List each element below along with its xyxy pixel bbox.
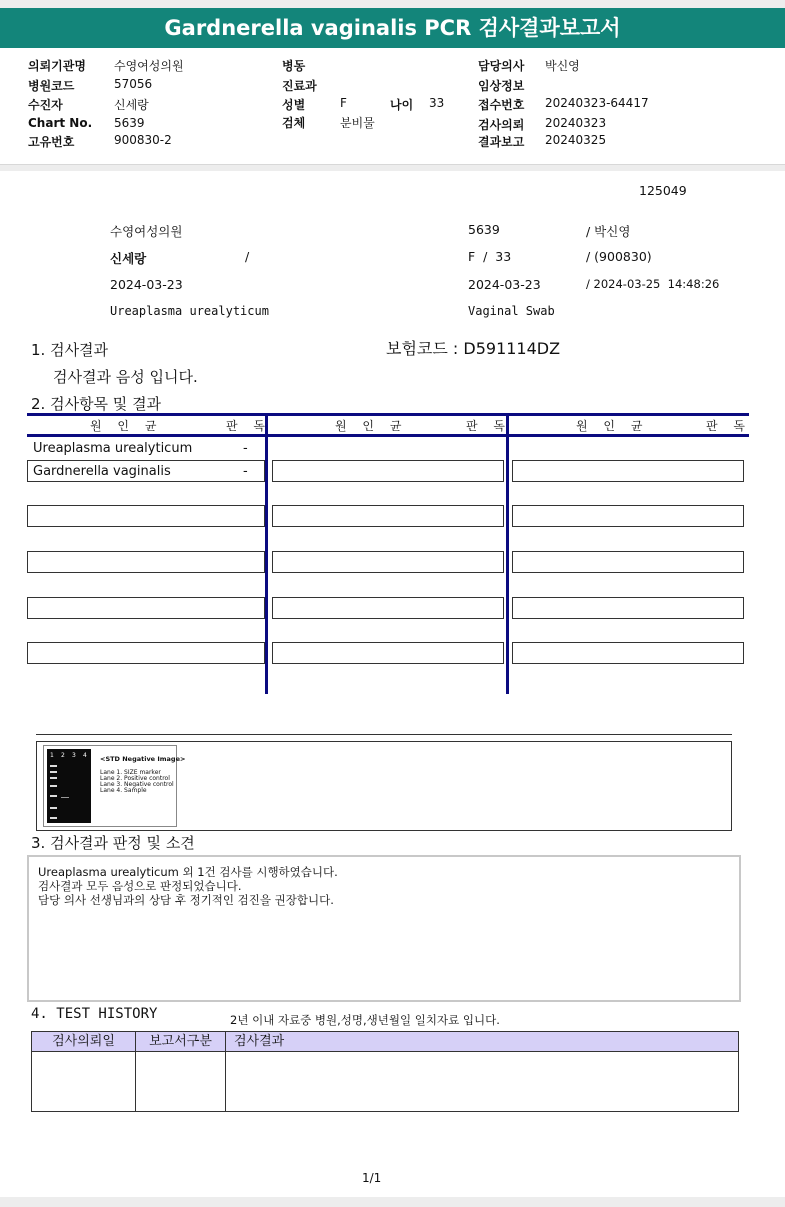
lane-label-4: 4 bbox=[83, 752, 87, 759]
section3-title: 3. 검사결과 판정 및 소견 bbox=[31, 834, 195, 852]
marker-band bbox=[50, 777, 57, 779]
result-cell-c1-r4 bbox=[27, 551, 265, 573]
result-cell-c3-r6 bbox=[512, 642, 744, 664]
report-label: 결과보고 bbox=[478, 135, 525, 149]
marker-band bbox=[50, 765, 57, 767]
page-number: 1/1 bbox=[362, 1171, 382, 1185]
chart-no-label: Chart No. bbox=[28, 116, 93, 130]
section4-title: 4. TEST HISTORY bbox=[31, 1006, 158, 1022]
chart-no-value: 5639 bbox=[114, 116, 145, 130]
info-doctor: / 박신영 bbox=[586, 224, 631, 239]
result-cell-c3-r4 bbox=[512, 551, 744, 573]
hospital-name-value: 수영여성의원 bbox=[114, 59, 184, 73]
hospital-code-value: 57056 bbox=[114, 77, 153, 91]
marker-band bbox=[50, 785, 57, 787]
gel-title: <STD Negative Image> bbox=[100, 755, 186, 763]
doctor-value: 박신영 bbox=[545, 59, 580, 73]
specimen-label: 검체 bbox=[282, 116, 306, 130]
control-band bbox=[61, 797, 69, 798]
results-col-divider-2 bbox=[506, 416, 509, 694]
info-receipt-date: 2024-03-23 bbox=[468, 277, 541, 292]
info-report-datetime: / 2024-03-25 14:48:26 bbox=[586, 277, 720, 291]
history-table bbox=[31, 1031, 739, 1112]
history-note: 2년 이내 자료중 병원,성명,생년월일 일치자료 입니다. bbox=[230, 1013, 500, 1027]
marker-band bbox=[50, 817, 57, 819]
lane-label-3: 3 bbox=[72, 752, 76, 759]
result-cell-c2-r6 bbox=[272, 642, 504, 664]
report-value: 20240325 bbox=[545, 133, 607, 147]
top-strip bbox=[0, 0, 785, 8]
section1-result-text: 검사결과 음성 입니다. bbox=[53, 368, 198, 386]
marker-band bbox=[50, 771, 57, 773]
result-row-1-name: Ureaplasma urealyticum bbox=[33, 441, 193, 456]
marker-band bbox=[50, 807, 57, 809]
sex-label: 성별 bbox=[282, 98, 306, 112]
history-col-divider-2 bbox=[225, 1052, 226, 1111]
result-cell-c2-r3 bbox=[272, 505, 504, 527]
insurance-code: 보험코드 : D591114DZ bbox=[386, 339, 561, 358]
opinion-line-3: 담당 의사 선생님과의 상담 후 정기적인 검진을 권장합니다. bbox=[38, 893, 334, 907]
request-label: 검사의뢰 bbox=[478, 118, 525, 132]
info-patient-sep: / bbox=[245, 249, 250, 264]
result-cell-c1-r3 bbox=[27, 505, 265, 527]
result-cell-c2-r5 bbox=[272, 597, 504, 619]
history-col-divider-1 bbox=[135, 1052, 136, 1111]
gel-caption-4: Lane 4. Sample bbox=[100, 787, 147, 794]
patient-value: 신세랑 bbox=[114, 98, 149, 112]
gel-image bbox=[43, 745, 186, 827]
result-cell-c3-r3 bbox=[512, 505, 744, 527]
report-title: Gardnerella vaginalis PCR 검사결과보고서 bbox=[0, 8, 785, 48]
specimen-value: 분비물 bbox=[340, 116, 375, 130]
results-top-border bbox=[27, 413, 749, 416]
col3-pathogen-header: 원 인 균 bbox=[576, 419, 649, 433]
image-area-top-rule bbox=[36, 734, 732, 735]
clinical-info-label: 임상정보 bbox=[478, 79, 525, 93]
gel-caption-1: Lane 1. SIZE marker bbox=[100, 769, 161, 776]
patient-label: 수진자 bbox=[28, 98, 63, 112]
unique-id-label: 고유번호 bbox=[28, 135, 75, 149]
hospital-code-label: 병원코드 bbox=[28, 79, 75, 93]
info-request-date: 2024-03-23 bbox=[110, 277, 183, 292]
result-row-2-name: Gardnerella vaginalis bbox=[33, 464, 171, 479]
age-label: 나이 bbox=[390, 98, 414, 112]
result-cell-c2-r4 bbox=[272, 551, 504, 573]
col1-judge-header: 판 독 bbox=[226, 419, 271, 433]
dept-label: 진료과 bbox=[282, 79, 317, 93]
gel-photo bbox=[47, 749, 91, 823]
opinion-line-1: Ureaplasma urealyticum 외 1건 검사를 시행하였습니다. bbox=[38, 865, 338, 879]
info-hospital: 수영여성의원 bbox=[110, 224, 183, 239]
result-cell-c2-r2 bbox=[272, 460, 504, 482]
gel-caption-3: Lane 3. Negative control bbox=[100, 781, 174, 788]
result-row-2-value: - bbox=[243, 464, 248, 479]
doctor-label: 담당의사 bbox=[478, 59, 525, 73]
opinion-line-2: 검사결과 모두 음성으로 판정되었습니다. bbox=[38, 879, 242, 893]
lane-label-1: 1 bbox=[50, 752, 54, 759]
hospital-name-label: 의뢰기관명 bbox=[28, 59, 86, 73]
col1-pathogen-header: 원 인 균 bbox=[90, 419, 163, 433]
info-chart-no: 5639 bbox=[468, 222, 500, 237]
lane-label-2: 2 bbox=[61, 752, 65, 759]
history-header-result: 검사결과 bbox=[226, 1032, 738, 1052]
unique-id-value: 900830-2 bbox=[114, 133, 172, 147]
request-value: 20240323 bbox=[545, 116, 607, 130]
info-test-name: Ureaplasma urealyticum bbox=[110, 304, 269, 318]
section2-title: 2. 검사항목 및 결과 bbox=[31, 395, 162, 413]
marker-band bbox=[50, 795, 57, 797]
result-cell-c3-r2 bbox=[512, 460, 744, 482]
info-sex-age: F / 33 bbox=[468, 249, 512, 264]
result-cell-c3-r5 bbox=[512, 597, 744, 619]
ward-label: 병동 bbox=[282, 59, 306, 73]
result-cell-c1-r5 bbox=[27, 597, 265, 619]
col2-judge-header: 판 독 bbox=[466, 419, 511, 433]
result-cell-c1-r6 bbox=[27, 642, 265, 664]
section1-title: 1. 검사결과 bbox=[31, 341, 109, 359]
report-id: 125049 bbox=[639, 183, 687, 198]
result-row-1-value: - bbox=[243, 441, 248, 456]
info-specimen: Vaginal Swab bbox=[468, 304, 555, 318]
receipt-no-label: 접수번호 bbox=[478, 98, 525, 112]
col3-judge-header: 판 독 bbox=[706, 419, 751, 433]
info-patient: 신세랑 bbox=[110, 251, 147, 266]
opinion-box bbox=[27, 855, 741, 1002]
history-header-report-type: 보고서구분 bbox=[136, 1032, 226, 1052]
col2-pathogen-header: 원 인 균 bbox=[335, 419, 408, 433]
gel-caption-2: Lane 2. Positive control bbox=[100, 775, 170, 782]
header-separator bbox=[0, 164, 785, 171]
receipt-no-value: 20240323-64417 bbox=[545, 96, 649, 110]
history-header-request-date: 검사의뢰일 bbox=[32, 1032, 136, 1052]
info-birth: / (900830) bbox=[586, 249, 652, 264]
sex-value: F bbox=[340, 96, 347, 110]
results-col-divider-1 bbox=[265, 416, 268, 694]
footer-strip bbox=[0, 1197, 785, 1207]
age-value: 33 bbox=[429, 96, 445, 110]
results-header-border bbox=[27, 434, 749, 437]
